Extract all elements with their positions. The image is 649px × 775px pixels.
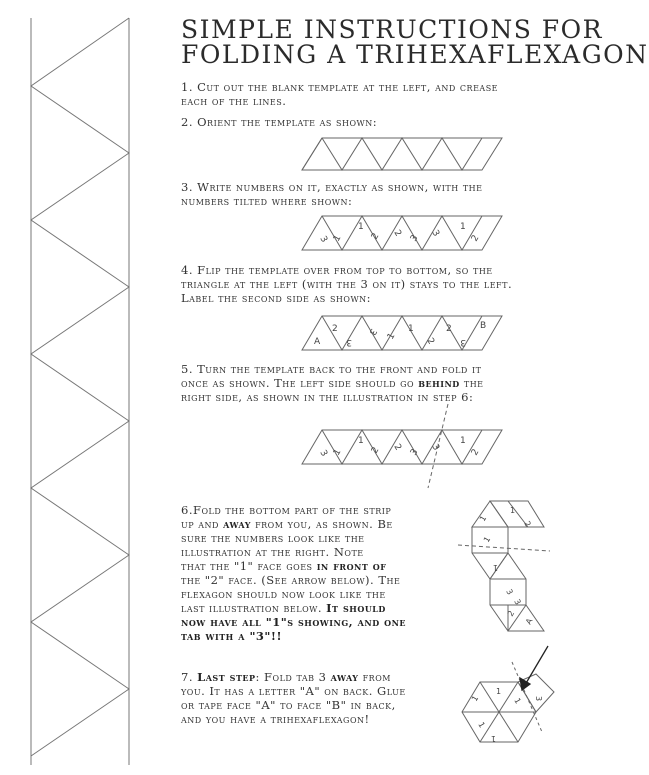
page-title — [181, 15, 649, 69]
strip-label: 1 — [331, 447, 344, 458]
strip-label: 2 — [332, 324, 338, 334]
strip-label: 1 — [460, 222, 466, 232]
strip-label: 1 — [469, 694, 481, 703]
strip-label: 3 — [460, 337, 466, 347]
strip-label: 2 — [469, 233, 482, 244]
strip-label: 1 — [476, 720, 487, 730]
step-6-text: 6.Fold the bottom part of the strip up and away from you, as shown. Be sure the numbers look like the illustration at the right. Note that the "1" face goes in front of the "2" face. (See arrow below). The flexagon should now look like the last illustration below. It should now have all "1"s showing, and one tab with a "3"!! — [181, 503, 407, 643]
step-4-text: 4. Flip the template over from top to bottom, so the triangle at the left (with the 3 on it) stays to the left. Label the second side as shown: — [181, 263, 513, 305]
strip-label: 3 — [534, 696, 543, 702]
strip-label: 2 — [391, 228, 403, 239]
strip-label: 2 — [424, 336, 436, 347]
strip-label: 2 — [369, 231, 382, 242]
step-6-folded-diagram — [450, 495, 560, 635]
step-3-text: 3. Write numbers on it, exactly as shown, with the numbers tilted where shown: — [181, 180, 483, 208]
strip-label: 1 — [460, 436, 466, 446]
strip-label: 3 — [408, 447, 421, 458]
strip-label: 3 — [429, 442, 441, 453]
strip-label: 1 — [408, 324, 414, 334]
strip-label: A — [314, 337, 321, 347]
strip-label: 1 — [496, 687, 502, 696]
strip-label: 1 — [331, 233, 344, 244]
strip-label: 1 — [358, 222, 364, 232]
strip-label: 3 — [317, 234, 329, 245]
step-2-strip-diagram — [300, 136, 506, 174]
step-5-fold-diagram — [300, 400, 506, 490]
strip-label: 2 — [522, 519, 533, 529]
strip-label: 3 — [366, 326, 379, 337]
step-4-back-strip — [300, 314, 506, 354]
title-line-2: FOLDING A TRIHEXAFLEXAGON — [181, 40, 649, 69]
strip-label: 1 — [492, 563, 498, 572]
strip-label: 1 — [358, 436, 364, 446]
step-7-text: 7. Last step: Fold tab 3 away from you. It has a letter "A" on back. Glue or tape face "A" to face "B" in back, and you have a trihexaflexagon! — [181, 670, 406, 726]
strip-label: 3 — [408, 233, 421, 244]
strip-label: 1 — [477, 514, 489, 523]
strip-label: B — [480, 321, 487, 331]
strip-label: 1 — [385, 331, 398, 342]
strip-label: 1 — [512, 696, 523, 706]
strip-label: 2 — [391, 442, 403, 453]
step-1-text: 1. Cut out the blank template at the left, and crease each of the lines. — [181, 80, 499, 108]
step-5-text: 5. Turn the template back to the front and fold it once as shown. The left side should go behind the right side, as shown in the illustration in step 6: — [181, 362, 484, 404]
strip-label: 2 — [469, 447, 482, 458]
strip-label: 1 — [510, 506, 516, 515]
strip-label: A — [523, 616, 535, 626]
strip-label: 1 — [481, 535, 493, 544]
strip-label: 3 — [317, 448, 329, 459]
strip-label: 3 — [504, 587, 515, 597]
strip-label: 3 — [346, 337, 352, 347]
strip-label: 1 — [490, 734, 496, 743]
step-2-text: 2. Orient the template as shown: — [181, 115, 378, 129]
strip-label: 3 — [429, 228, 441, 239]
step-7-hexagon-diagram — [450, 640, 560, 750]
arrow-icon — [520, 646, 548, 690]
step-3-numbered-strip — [300, 214, 506, 254]
strip-label: 2 — [446, 324, 452, 334]
strip-label: 2 — [369, 445, 382, 456]
strip-label: 3 — [512, 597, 523, 607]
title-line-1: SIMPLE INSTRUCTIONS FOR — [181, 15, 603, 44]
strip-label: 2 — [505, 609, 517, 618]
